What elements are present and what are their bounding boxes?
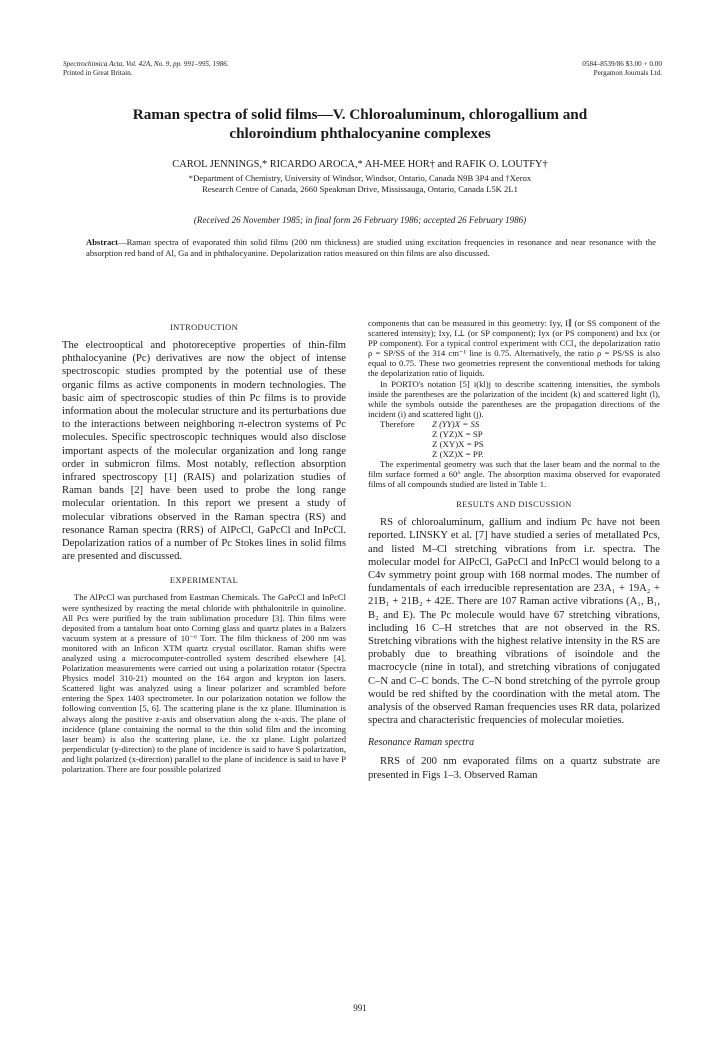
received-dates: (Received 26 November 1985; in final form 26 February 1986; accepted 26 February 1986) bbox=[193, 215, 527, 225]
results-heading: RESULTS AND DISCUSSION bbox=[456, 500, 572, 510]
title-line-2: chloroindium phthalocyanine complexes bbox=[229, 125, 491, 142]
abstract bbox=[86, 237, 656, 258]
equation-3: Z (XY)X = PS bbox=[432, 438, 484, 449]
resonance-raman-text: RRS of 200 nm evaporated films on a quartz substrate are presented in Figs 1–3. Observed Raman bbox=[368, 756, 660, 781]
equation-label: Therefore bbox=[380, 418, 415, 429]
journal-price-block bbox=[582, 60, 662, 78]
journal-publisher: Pergamon Journals Ltd. bbox=[593, 69, 662, 77]
equation-2: Z (YZ)X = SP bbox=[432, 428, 483, 439]
affiliation-line-1: *Department of Chemistry, University of Windsor, Windsor, Ontario, Canada N9B 3P4 and †Xerox bbox=[188, 173, 532, 183]
page-number: 991 bbox=[353, 1003, 367, 1013]
equation-1-text: Z (YY)X = SS bbox=[432, 418, 480, 429]
journal-price: 0584–8539/86 $3.00 + 0.00 bbox=[582, 60, 662, 68]
affiliation-line-2: Research Centre of Canada, 2660 Speakman Drive, Mississauga, Ontario, Canada L5K 2L1 bbox=[202, 184, 518, 194]
printed-in: Printed in Great Britain. bbox=[63, 69, 133, 77]
author-list: CAROL JENNINGS,* RICARDO AROCA,* AH-MEE HOR† and RAFIK O. LOUTFY† bbox=[172, 159, 548, 170]
porto-notation-text: In PORTO's notation [5] i(kl)j to describe scattering intensities, the symbols inside the parentheses are the polarization of the incident (k) and scattered light (l), while the symbols outside the parentheses are the propagation directions of the incident (i) and scattered light (j). bbox=[368, 378, 660, 419]
equation-1 bbox=[368, 419, 660, 429]
introduction-text: The electrooptical and photoreceptive properties of thin-film phthalocyanine (Pc) derivatives are now the object of intense spectroscopic studies prompted by the potential use of these organic films as active components in modern technologies. The basic aim of spectroscopic studies of thin Pc films is to provide information about the molecular structure and its perturbations due to the interactions between neighboring π-electron systems of Pc molecules. Specific spectroscopic techniques would also disclose important aspects of the molecular organization and long range order in submicron films. Most notably, reflection absorption infrared spectroscopy [1] (RAIS) and polarization studies of Raman bands [2] have been used to probe the long range molecular orientation. In this report we present a study of molecular vibrations observed in the Raman spectra (RS) and resonance Raman spectra (RRS) of AlPcCl, GaPcCl and InPcCl. Depolarization ratios of a number of Pc Stokes lines in solid films are presented and discussed. bbox=[62, 340, 346, 563]
abstract-label: Abstract bbox=[86, 237, 118, 247]
right-column bbox=[368, 318, 660, 782]
paper-title bbox=[60, 105, 660, 143]
abstract-text: —Raman spectra of evaporated thin solid films (200 nm thickness) are studied using excitation frequencies in resonance and near resonance with the absorption red band of Al, Ga and in phthalocyanine. Depolarization ratios measured on thin films are also discussed. bbox=[86, 237, 656, 258]
resonance-raman-heading: Resonance Raman spectra bbox=[368, 737, 475, 749]
experimental-geometry-text: The experimental geometry was such that the laser beam and the normal to the film surface formed a 60° angle. The absorption maxima observed for evaporated films of all compounds studied are listed in Table 1. bbox=[368, 458, 660, 490]
experimental-text: The AlPcCl was purchased from Eastman Chemicals. The GaPcCl and InPcCl were synthesized by reacting the metal chloride with phthalonitrile in quinoline. All Pcs were purified by the train sublimation procedure [3]. Thin films were deposited from a tantalum boat onto Corning glass and quartz plates in a Balzers vacuum system at a pressure of 10⁻⁶ Torr. The film thickness of 200 nm was monitored with an Inficon XTM quartz crystal oscillator. Raman shifts were analyzed using a microcomputer-controlled system described elsewhere [4]. Polarization measurements were carried out using a polarization rotator (Spectra Physics model 310-21) mounted on the 164 argon and krypton ion lasers. Scattered light was analyzed using a linear polarizer and scrambled before entering the Spex 1403 spectrometer. In our polarization notation we follow the following convention [5, 6]. The scattering plane is the xz plane. Illumination is always along the positive z-axis and observation along the x-axis. The plane of incidence (plane containing the normal to the thin solid film and the incoming laser beam) is also the scattering plane, i.e. the xz plane. Light polarized perpendicular (y-direction) to the plane of incidence is said to have S polarization, and light polarized (x-direction) parallel to the plane of incidence is said to have P polarization. There are four possible polarized bbox=[62, 592, 346, 775]
equation-4: Z (XZ)X = PP. bbox=[432, 448, 484, 459]
left-column bbox=[62, 318, 346, 774]
affiliation bbox=[70, 173, 650, 195]
journal-citation: Spectrochimica Acta, Vol. 42A, No. 9, pp. 991–995, 1986. bbox=[63, 60, 229, 68]
introduction-heading: INTRODUCTION bbox=[169, 323, 239, 332]
journal-citation-block bbox=[63, 60, 229, 78]
polarization-components-text: components that can be measured in this geometry: Iyy, I∥ (or SS component of the scattered intensity); Ixy, I⊥ (or SP component); Iyx (or PS component) and Ixx (or PP component). For a typical control experiment with CCl₄ the depolarization ratio ρ = SP/SS of the 314 cm⁻¹ line is 0.75. Alternatively, the ratio ρ = PS/SS is also equal to 0.75. These two geometries represent the conventional methods for taking the depolarization ratio of liquids. bbox=[368, 318, 660, 379]
results-text: RS of chloroaluminum, gallium and indium Pc have not been reported. LINSKY et al. [7] have studied a series of metallated Pcs, and listed M–Cl stretching vibrations from i.r. spectra. The molecular model for AlPcCl, GaPcCl and InPcCl would belong to a C4v symmetry point group with 168 normal modes. The number of fundamentals of each irreducible representation are 23A₁ + 19A₂ + 21B₁ + 21B₂ + 42E. There are 107 Raman active vibrations (A₁, B₁, B₂ and E). The Pc molecule would have 67 stretching vibrations, including 16 C–H stretches that are not observed in the RS. Stretching vibrations with the highest relative intensity in the RS are probably due to breathing vibrations of isoindole and the macrocycle (nine in total), and stretching vibrations of conjugated C–N and C–C bonds. The C–N bond stretching of the pyrrole group would be red shifted by the coordination with the metal atom. The analysis of the observed Raman frequencies uses RR data, polarized spectra and characteristic frequencies of molecular moieties. bbox=[368, 517, 660, 727]
title-line-1: Raman spectra of solid films—V. Chloroaluminum, chlorogallium and bbox=[132, 106, 588, 123]
experimental-heading: EXPERIMENTAL bbox=[169, 576, 239, 586]
